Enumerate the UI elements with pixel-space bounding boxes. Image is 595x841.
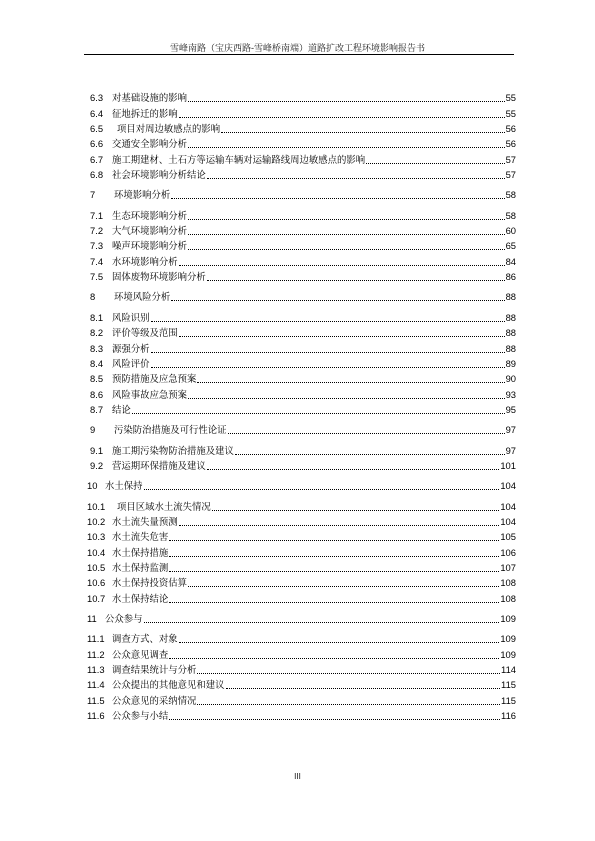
toc-entry-page: 115	[501, 694, 516, 706]
toc-entry-number: 11.5	[87, 694, 105, 706]
toc-entry-number: 6.4	[90, 107, 104, 119]
toc-entry-title: 水土流失危害	[112, 531, 169, 543]
toc-chapter-entry[interactable]	[84, 477, 516, 492]
toc-leader-dots	[188, 219, 505, 220]
toc-entry-page: 109	[500, 633, 516, 645]
toc-entry-title: 环境风险分析	[114, 291, 171, 303]
toc-entry[interactable]	[84, 589, 516, 604]
toc-entry[interactable]	[84, 661, 516, 676]
toc-entry[interactable]	[84, 441, 516, 456]
toc-entry[interactable]	[84, 308, 516, 323]
toc-entry-number: 8.4	[90, 357, 104, 369]
toc-entry[interactable]	[84, 543, 516, 558]
toc-entry[interactable]	[84, 401, 516, 416]
toc-entry[interactable]	[84, 89, 516, 104]
toc-entry-page: 65	[505, 240, 516, 252]
toc-leader-dots	[366, 163, 504, 164]
toc-entry-number: 11	[87, 613, 97, 624]
toc-entry-number: 8.2	[90, 327, 104, 339]
toc-entry-number: 10.6	[87, 577, 106, 589]
toc-entry[interactable]	[84, 166, 516, 181]
toc-entry-page: 106	[500, 546, 516, 558]
toc-leader-dots	[188, 234, 505, 235]
toc-leader-dots	[151, 352, 505, 353]
toc-leader-dots	[207, 280, 505, 281]
toc-entry-title: 公众意见的采纳情况	[112, 694, 197, 706]
toc-entry-page: 88	[505, 327, 516, 339]
toc-entry-number: 8.6	[90, 388, 104, 400]
toc-entry[interactable]	[84, 497, 516, 512]
toc-entry-number: 7.1	[90, 209, 104, 221]
toc-leader-dots	[228, 433, 505, 434]
toc-entry-number: 7.3	[90, 240, 104, 252]
toc-entry-page: 58	[505, 189, 516, 201]
toc-entry-number: 8.1	[90, 311, 104, 323]
toc-entry-page: 105	[500, 531, 516, 543]
toc-entry[interactable]	[84, 457, 516, 472]
toc-leader-dots	[188, 249, 505, 250]
toc-entry[interactable]	[84, 645, 516, 660]
toc-entry-title: 水土保持监测	[112, 561, 169, 573]
toc-leader-dots	[207, 178, 505, 179]
toc-entry-title: 项目对周边敏感点的影响	[117, 123, 221, 135]
toc-entry[interactable]	[84, 370, 516, 385]
toc-entry-page: 107	[500, 561, 516, 573]
toc-entry-title: 社会环境影响分析结论	[112, 169, 206, 181]
toc-entry-page: 116	[501, 710, 516, 722]
toc-entry[interactable]	[84, 630, 516, 645]
toc-entry-title: 风险事故应急预案	[112, 388, 188, 400]
toc-entry-page: 55	[505, 92, 516, 104]
toc-entry-title: 水土保持结论	[112, 592, 169, 604]
toc-entry[interactable]	[84, 691, 516, 706]
toc-entry-number: 8.5	[90, 373, 104, 385]
toc-entry-title: 施工期建材、土石方等运输车辆对运输路线周边敏感点的影响	[112, 153, 366, 165]
toc-entry-number: 7.5	[90, 271, 104, 283]
toc-leader-dots	[151, 367, 505, 368]
toc-leader-dots	[207, 469, 500, 470]
toc-leader-dots	[169, 571, 499, 572]
toc-entry-number: 9.2	[90, 459, 104, 471]
toc-entry[interactable]	[84, 120, 516, 135]
toc-entry-number: 10.5	[87, 561, 106, 573]
toc-entry-title: 水土流失量预测	[112, 515, 178, 527]
header-rule	[84, 54, 514, 55]
toc-entry-title: 固体废物环境影响分析	[112, 271, 206, 283]
toc-leader-dots	[169, 658, 499, 659]
toc-entry-number: 10.7	[87, 592, 106, 604]
toc-entry-page: 93	[505, 388, 516, 400]
toc-entry-title: 噪声环境影响分析	[112, 240, 188, 252]
toc-entry-title: 环境影响分析	[114, 189, 171, 201]
toc-entry-title: 水环境影响分析	[112, 255, 178, 267]
toc-entry-page: 108	[500, 577, 516, 589]
toc-entry-title: 预防措施及应急预案	[112, 373, 197, 385]
toc-leader-dots	[169, 602, 499, 603]
toc-entry-page: 109	[500, 648, 516, 660]
toc-entry-page: 56	[505, 138, 516, 150]
toc-entry[interactable]	[84, 237, 516, 252]
toc-leader-dots	[179, 117, 505, 118]
toc-leader-dots	[144, 622, 500, 623]
table-of-contents	[84, 89, 516, 722]
toc-entry-page: 108	[500, 592, 516, 604]
toc-entry-number: 8	[90, 291, 96, 303]
toc-entry[interactable]	[84, 559, 516, 574]
toc-entry-page: 56	[505, 123, 516, 135]
toc-entry[interactable]	[84, 528, 516, 543]
toc-entry-title: 项目区域水土流失情况	[117, 500, 211, 512]
toc-entry-page: 104	[500, 500, 516, 512]
toc-entry-number: 6.3	[90, 92, 104, 104]
toc-entry-title: 源强分析	[112, 342, 150, 354]
toc-entry-number: 10	[87, 480, 98, 492]
running-header: 雪峰南路（宝庆西路-雪峰桥南端）道路扩改工程环境影响报告书	[169, 44, 426, 54]
toc-entry[interactable]	[84, 135, 516, 150]
toc-leader-dots	[188, 147, 505, 148]
toc-chapter-entry[interactable]	[84, 288, 516, 303]
toc-entry[interactable]	[84, 104, 516, 119]
toc-entry-title: 水土保持措施	[112, 546, 169, 558]
toc-entry-page: 104	[500, 515, 516, 527]
toc-entry[interactable]	[84, 339, 516, 354]
toc-entry-number: 11.4	[87, 679, 105, 691]
toc-leader-dots	[226, 688, 501, 689]
toc-entry-page: 88	[505, 342, 516, 354]
toc-leader-dots	[169, 719, 500, 720]
toc-entry[interactable]	[84, 574, 516, 589]
toc-entry-number: 10.1	[87, 500, 106, 512]
toc-entry[interactable]	[84, 385, 516, 400]
toc-entry-page: 115	[501, 679, 516, 691]
toc-leader-dots	[197, 673, 500, 674]
toc-entry-number: 11.2	[87, 648, 105, 660]
toc-leader-dots	[197, 382, 504, 383]
toc-entry-number: 7.4	[90, 255, 104, 267]
toc-entry-number: 7.2	[90, 225, 104, 237]
toc-entry-number: 8.3	[90, 342, 104, 354]
toc-entry-number: 11.1	[87, 633, 105, 645]
toc-entry-title: 对基础设施的影响	[112, 92, 188, 104]
toc-entry-page: 114	[501, 664, 516, 676]
toc-entry-page: 101	[500, 459, 516, 471]
toc-entry-title: 结论	[112, 403, 131, 415]
toc-entry-page: 84	[505, 255, 516, 267]
toc-entry[interactable]	[84, 222, 516, 237]
toc-entry[interactable]	[84, 676, 516, 691]
toc-entry-page: 86	[505, 271, 516, 283]
toc-entry-title: 公众参与小结	[112, 710, 169, 722]
toc-entry[interactable]	[84, 355, 516, 370]
toc-entry-page: 88	[505, 311, 516, 323]
toc-entry-number: 9	[90, 424, 96, 436]
toc-entry-page: 97	[505, 444, 516, 456]
toc-leader-dots	[179, 336, 505, 337]
toc-entry[interactable]	[84, 206, 516, 221]
toc-leader-dots	[212, 510, 500, 511]
toc-leader-dots	[221, 132, 504, 133]
toc-leader-dots	[132, 413, 505, 414]
toc-leader-dots	[171, 198, 504, 199]
toc-entry-page: 60	[505, 225, 516, 237]
toc-entry-title: 大气环境影响分析	[112, 225, 188, 237]
toc-entry-number: 9.1	[90, 444, 104, 456]
toc-chapter-entry[interactable]	[84, 421, 516, 436]
toc-entry-number: 10.4	[87, 546, 106, 558]
toc-entry-title: 征地拆迁的影响	[112, 107, 178, 119]
toc-leader-dots	[179, 525, 500, 526]
toc-entry-title: 公众意见调查	[112, 648, 169, 660]
toc-entry-title: 污染防治措施及可行性论证	[114, 424, 227, 436]
toc-entry-title: 水土保持投资估算	[112, 577, 188, 589]
toc-entry-title: 交通安全影响分析	[112, 138, 188, 150]
toc-leader-dots	[179, 642, 500, 643]
toc-entry-number: 11.6	[87, 710, 105, 722]
toc-entry-page: 55	[505, 107, 516, 119]
toc-entry-title: 风险识别	[112, 311, 150, 323]
toc-leader-dots	[188, 586, 499, 587]
toc-leader-dots	[151, 321, 505, 322]
toc-entry[interactable]	[84, 252, 516, 267]
toc-leader-dots	[188, 398, 505, 399]
toc-entry-title: 风险评价	[112, 357, 150, 369]
toc-entry-title: 调查方式、对象	[112, 633, 178, 645]
toc-leader-dots	[179, 265, 505, 266]
toc-entry-page: 88	[505, 291, 516, 303]
toc-entry-page: 90	[505, 373, 516, 385]
toc-leader-dots	[235, 454, 505, 455]
toc-chapter-entry[interactable]	[84, 610, 516, 625]
toc-entry[interactable]	[84, 324, 516, 339]
toc-entry-page: 95	[505, 403, 516, 415]
toc-leader-dots	[169, 540, 499, 541]
toc-entry-page: 57	[505, 169, 516, 181]
toc-entry-title: 评价等级及范围	[112, 327, 178, 339]
toc-leader-dots	[169, 556, 499, 557]
toc-entry-title: 营运期环保措施及建议	[112, 459, 206, 471]
toc-entry-title: 施工期污染物防治措施及建议	[112, 444, 234, 456]
toc-entry-number: 6.6	[90, 138, 104, 150]
toc-entry-number: 10.3	[87, 531, 106, 543]
toc-entry[interactable]	[84, 150, 516, 165]
toc-entry-page: 109	[500, 613, 516, 624]
toc-entry-number: 6.5	[90, 123, 104, 135]
toc-entry[interactable]	[84, 268, 516, 283]
toc-leader-dots	[171, 300, 504, 301]
toc-entry-title: 水土保持	[105, 480, 143, 492]
toc-entry-title: 调查结果统计与分析	[112, 664, 197, 676]
toc-entry-title: 生态环境影响分析	[112, 209, 188, 221]
toc-entry-number: 6.7	[90, 153, 104, 165]
toc-entry-page: 104	[500, 480, 516, 492]
toc-leader-dots	[197, 704, 500, 705]
page-number: III	[294, 772, 301, 781]
toc-entry-page: 58	[505, 209, 516, 221]
toc-entry-number: 8.7	[90, 403, 104, 415]
toc-entry-page: 97	[505, 424, 516, 436]
toc-entry-number: 7	[90, 189, 96, 201]
toc-entry[interactable]	[84, 513, 516, 528]
toc-entry-page: 57	[505, 153, 516, 165]
toc-entry-number: 6.8	[90, 169, 104, 181]
toc-entry-number: 10.2	[87, 515, 106, 527]
toc-entry-number: 11.3	[87, 664, 105, 676]
toc-entry[interactable]	[84, 707, 516, 722]
toc-leader-dots	[188, 101, 505, 102]
toc-chapter-entry[interactable]	[84, 186, 516, 201]
toc-leader-dots	[144, 489, 500, 490]
toc-entry-title: 公众参与	[105, 613, 143, 624]
toc-entry-title: 公众提出的其他意见和建议	[112, 679, 225, 691]
toc-entry-page: 89	[505, 357, 516, 369]
